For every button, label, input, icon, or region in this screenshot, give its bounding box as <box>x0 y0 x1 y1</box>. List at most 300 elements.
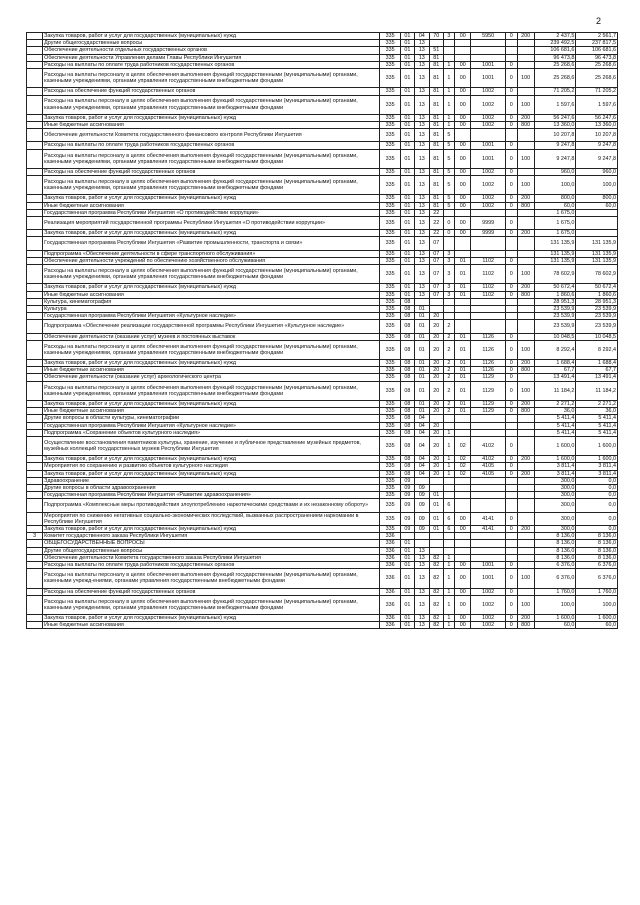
code-subsection: 13 <box>414 250 429 257</box>
code-subsection: 09 <box>414 512 429 525</box>
item-name: Расходы на выплаты персоналу в целях обеспечения выполнения функций государственными (муниципальными) органами, казенными учреждениями, органами управления государственными внебюджетными фондами <box>43 69 380 88</box>
item-name: Закупка товаров, работ и услуг для государственных (муниципальных) нужд <box>43 360 380 367</box>
code-suffix: 0 <box>505 114 517 121</box>
item-name: Закупка товаров, работ и услуг для государственных (муниципальных) нужд <box>43 456 380 463</box>
code-expense-type <box>517 320 534 333</box>
code-program: 51 <box>429 47 443 54</box>
code-gr: 335 <box>380 209 401 216</box>
code-section: 01 <box>400 547 414 554</box>
amount-2: 3 811,4 <box>576 470 618 477</box>
table-row <box>27 122 618 129</box>
code-direction: 1126 <box>471 340 506 359</box>
amount-2: 71 205,2 <box>576 88 618 95</box>
code-event <box>455 422 471 429</box>
code-gr: 336 <box>380 562 401 569</box>
code-section: 01 <box>400 202 414 209</box>
amount-1: 8 136,0 <box>534 554 576 561</box>
code-section: 01 <box>400 265 414 284</box>
code-direction: 4105 <box>471 463 506 470</box>
code-program: 20 <box>429 408 443 415</box>
code-suffix: 0 <box>505 463 517 470</box>
code-event: 00 <box>455 217 471 230</box>
code-direction: 4105 <box>471 470 506 477</box>
code-subprogram: 1 <box>443 436 455 455</box>
table-row <box>27 149 618 168</box>
amount-2: 6 376,0 <box>576 569 618 588</box>
code-program <box>429 40 443 47</box>
code-expense-type <box>517 499 534 512</box>
table-row <box>27 33 618 40</box>
code-expense-type <box>517 257 534 264</box>
code-event <box>455 533 471 540</box>
code-suffix: 0 <box>505 562 517 569</box>
item-name: Обеспечение деятельности (оказание услуг) музеев и постоянных выставок <box>43 333 380 340</box>
code-event: 02 <box>455 463 471 470</box>
code-gr: 335 <box>380 195 401 202</box>
item-name: Подпрограмма «Сохранение объектов культурного наследия» <box>43 429 380 436</box>
table-row <box>27 422 618 429</box>
code-subsection: 13 <box>414 202 429 209</box>
code-subsection: 13 <box>414 40 429 47</box>
item-name: Обеспечение деятельности Комитета государственного финансового контроля Республики Ингушетия <box>43 129 380 142</box>
code-suffix: 0 <box>505 333 517 340</box>
item-name: Расходы на выплаты по оплате труда работников государственных органов <box>43 61 380 68</box>
code-subsection: 13 <box>414 622 429 629</box>
code-section: 01 <box>400 129 414 142</box>
code-subprogram: 1 <box>443 622 455 629</box>
code-subsection: 09 <box>414 485 429 492</box>
code-subprogram: 1 <box>443 61 455 68</box>
code-section <box>400 533 414 540</box>
code-expense-type <box>517 533 534 540</box>
item-name: Расходы на обеспечение функций государственных органов <box>43 168 380 175</box>
code-suffix: 0 <box>505 265 517 284</box>
amount-1: 300,0 <box>534 499 576 512</box>
code-direction <box>471 298 506 305</box>
code-gr: 335 <box>380 265 401 284</box>
code-expense-type: 800 <box>517 367 534 374</box>
code-direction: 1102 <box>471 257 506 264</box>
code-subprogram <box>443 313 455 320</box>
code-subprogram: 2 <box>443 320 455 333</box>
code-section: 08 <box>400 367 414 374</box>
code-suffix <box>505 209 517 216</box>
code-expense-type: 100 <box>517 265 534 284</box>
row-number <box>27 54 43 61</box>
code-suffix <box>505 485 517 492</box>
code-event <box>455 40 471 47</box>
amount-2: 960,0 <box>576 168 618 175</box>
amount-1: 1 860,6 <box>534 291 576 298</box>
code-gr: 336 <box>380 533 401 540</box>
code-direction: 1002 <box>471 95 506 114</box>
code-event: 00 <box>455 176 471 195</box>
code-subsection: 04 <box>414 33 429 40</box>
code-subsection: 13 <box>414 95 429 114</box>
code-subprogram: 2 <box>443 408 455 415</box>
code-subprogram: 5 <box>443 195 455 202</box>
code-subprogram: 1 <box>443 588 455 595</box>
code-event: 00 <box>455 622 471 629</box>
item-name: Закупка товаров, работ и услуг для государственных (муниципальных) нужд <box>43 526 380 533</box>
code-subprogram: 1 <box>443 69 455 88</box>
code-gr: 335 <box>380 340 401 359</box>
code-program <box>429 477 443 484</box>
code-gr: 335 <box>380 415 401 422</box>
table-row <box>27 499 618 512</box>
code-section: 01 <box>400 61 414 68</box>
amount-2: 100,0 <box>576 595 618 614</box>
code-subprogram: 1 <box>443 615 455 622</box>
row-number <box>27 381 43 400</box>
code-gr: 335 <box>380 381 401 400</box>
code-gr: 335 <box>380 95 401 114</box>
code-gr: 336 <box>380 595 401 614</box>
code-direction <box>471 237 506 250</box>
code-subprogram: 5 <box>443 202 455 209</box>
code-event <box>455 54 471 61</box>
code-direction <box>471 209 506 216</box>
table-row <box>27 415 618 422</box>
item-name: Культура <box>43 305 380 312</box>
amount-2 <box>576 217 618 230</box>
code-gr: 335 <box>380 367 401 374</box>
code-suffix: 0 <box>505 367 517 374</box>
code-subsection: 04 <box>414 436 429 455</box>
code-subsection: 04 <box>414 470 429 477</box>
code-section: 08 <box>400 429 414 436</box>
code-subsection: 13 <box>414 554 429 561</box>
code-suffix: 0 <box>505 230 517 237</box>
code-expense-type <box>517 237 534 250</box>
code-expense-type <box>517 554 534 561</box>
code-program: 20 <box>429 436 443 455</box>
code-section: 01 <box>400 209 414 216</box>
code-expense-type <box>517 209 534 216</box>
item-name: Расходы на обеспечение функций государственных органов <box>43 88 380 95</box>
code-section: 09 <box>400 485 414 492</box>
code-suffix <box>505 129 517 142</box>
code-program: 81 <box>429 88 443 95</box>
code-gr: 335 <box>380 470 401 477</box>
code-direction <box>471 415 506 422</box>
code-subprogram <box>443 422 455 429</box>
row-number <box>27 485 43 492</box>
code-suffix: 0 <box>505 284 517 291</box>
code-subsection: 04 <box>414 456 429 463</box>
code-subprogram: 1 <box>443 114 455 121</box>
item-name: Расходы на выплаты персоналу в целях обеспечения выполнения функций государственными (муниципальными) органами, казенными учреждениями, органами управления государственными внебюджетными фондами <box>43 265 380 284</box>
amount-1: 960,0 <box>534 168 576 175</box>
code-gr: 335 <box>380 149 401 168</box>
amount-1: 100,0 <box>534 176 576 195</box>
table-row <box>27 257 618 264</box>
code-subsection: 13 <box>414 237 429 250</box>
code-gr: 336 <box>380 540 401 547</box>
code-section: 01 <box>400 142 414 149</box>
table-row <box>27 168 618 175</box>
code-subprogram <box>443 415 455 422</box>
code-subprogram: 5 <box>443 142 455 149</box>
code-program: 20 <box>429 333 443 340</box>
code-expense-type <box>517 313 534 320</box>
code-gr: 335 <box>380 114 401 121</box>
table-row <box>27 540 618 547</box>
item-name: Другие вопросы в области здравоохранения <box>43 485 380 492</box>
code-program: 20 <box>429 367 443 374</box>
code-suffix: 0 <box>505 436 517 455</box>
item-name: Обеспечение деятельности отдельных государственных органов <box>43 47 380 54</box>
table-row <box>27 95 618 114</box>
amount-1: 5 411,4 <box>534 415 576 422</box>
code-direction: 9999 <box>471 230 506 237</box>
amount-2: 2 271,2 <box>576 400 618 407</box>
code-subprogram: 5 <box>443 149 455 168</box>
code-gr: 335 <box>380 61 401 68</box>
amount-2: 25 268,6 <box>576 69 618 88</box>
code-section: 01 <box>400 554 414 561</box>
code-program: 20 <box>429 313 443 320</box>
code-section: 01 <box>400 622 414 629</box>
table-row <box>27 554 618 561</box>
code-gr: 335 <box>380 69 401 88</box>
code-expense-type: 800 <box>517 291 534 298</box>
table-row <box>27 381 618 400</box>
code-subprogram <box>443 540 455 547</box>
code-subprogram: 2 <box>443 381 455 400</box>
item-name: Закупка товаров, работ и услуг для государственных (муниципальных) нужд <box>43 284 380 291</box>
code-expense-type: 100 <box>517 69 534 88</box>
table-row <box>27 265 618 284</box>
code-event: 01 <box>455 400 471 407</box>
code-expense-type: 100 <box>517 595 534 614</box>
code-section: 01 <box>400 291 414 298</box>
code-subprogram <box>443 47 455 54</box>
row-number <box>27 47 43 54</box>
code-event: 00 <box>455 202 471 209</box>
code-expense-type <box>517 54 534 61</box>
amount-2 <box>576 209 618 216</box>
row-number <box>27 408 43 415</box>
code-suffix <box>505 547 517 554</box>
table-row <box>27 463 618 470</box>
row-number <box>27 230 43 237</box>
code-suffix <box>505 492 517 499</box>
code-program: 01 <box>429 499 443 512</box>
code-section: 01 <box>400 588 414 595</box>
code-event: 00 <box>455 230 471 237</box>
code-direction: 1002 <box>471 122 506 129</box>
code-event: 00 <box>455 88 471 95</box>
row-number <box>27 595 43 614</box>
row-number <box>27 298 43 305</box>
code-subsection: 13 <box>414 569 429 588</box>
code-direction <box>471 305 506 312</box>
row-number <box>27 526 43 533</box>
row-number <box>27 367 43 374</box>
amount-1: 78 602,9 <box>534 265 576 284</box>
item-name: Культура, кинематография <box>43 298 380 305</box>
amount-2: 28 951,3 <box>576 298 618 305</box>
item-name: Закупка товаров, работ и услуг для государственных (муниципальных) нужд <box>43 400 380 407</box>
code-event <box>455 320 471 333</box>
code-event <box>455 305 471 312</box>
amount-2: 5 411,4 <box>576 429 618 436</box>
amount-2: 8 136,0 <box>576 540 618 547</box>
amount-2: 11 184,2 <box>576 381 618 400</box>
row-number <box>27 622 43 629</box>
code-gr: 335 <box>380 313 401 320</box>
amount-1: 1 688,4 <box>534 360 576 367</box>
code-program: 81 <box>429 54 443 61</box>
table-row <box>27 429 618 436</box>
code-expense-type: 800 <box>517 622 534 629</box>
code-subprogram <box>443 54 455 61</box>
amount-2: 8 136,0 <box>576 554 618 561</box>
row-number <box>27 284 43 291</box>
row-number <box>27 374 43 381</box>
code-program: 81 <box>429 195 443 202</box>
amount-1: 239 492,5 <box>534 40 576 47</box>
row-number <box>27 512 43 525</box>
amount-2: 5 411,4 <box>576 422 618 429</box>
code-program <box>429 540 443 547</box>
code-direction: 5950 <box>471 33 506 40</box>
code-gr: 335 <box>380 298 401 305</box>
table-row <box>27 237 618 250</box>
code-expense-type <box>517 374 534 381</box>
table-row <box>27 69 618 88</box>
item-name: Расходы на выплаты по оплате труда работников государственных органов <box>43 562 380 569</box>
code-direction: 1002 <box>471 168 506 175</box>
code-gr: 335 <box>380 463 401 470</box>
code-event <box>455 540 471 547</box>
code-program: 22 <box>429 230 443 237</box>
code-suffix: 0 <box>505 122 517 129</box>
code-event: 00 <box>455 562 471 569</box>
table-row <box>27 217 618 230</box>
code-event: 00 <box>455 95 471 114</box>
code-suffix <box>505 237 517 250</box>
amount-1: 100,0 <box>534 595 576 614</box>
code-subsection: 13 <box>414 209 429 216</box>
code-expense-type <box>517 547 534 554</box>
amount-1: 56 247,6 <box>534 114 576 121</box>
code-subsection <box>414 533 429 540</box>
code-section: 09 <box>400 499 414 512</box>
table-row <box>27 436 618 455</box>
amount-2: 131 135,9 <box>576 237 618 250</box>
amount-1: 25 268,6 <box>534 61 576 68</box>
amount-1: 300,0 <box>534 492 576 499</box>
item-name: Иные бюджетные ассигнования <box>43 202 380 209</box>
table-row <box>27 47 618 54</box>
code-subprogram: 2 <box>443 333 455 340</box>
item-name: Закупка товаров, работ и услуг для государственных (муниципальных) нужд <box>43 230 380 237</box>
amount-1: 5 411,4 <box>534 422 576 429</box>
row-number <box>27 129 43 142</box>
code-direction <box>471 554 506 561</box>
amount-2: 1 600,0 <box>576 615 618 622</box>
item-name: Закупка товаров, работ и услуг для государственных (муниципальных) нужд <box>43 615 380 622</box>
code-direction <box>471 54 506 61</box>
code-suffix: 0 <box>505 512 517 525</box>
code-expense-type: 200 <box>517 230 534 237</box>
amount-1: 1 600,0 <box>534 436 576 455</box>
table-row <box>27 195 618 202</box>
code-program <box>429 485 443 492</box>
code-expense-type: 200 <box>517 615 534 622</box>
code-direction: 4141 <box>471 512 506 525</box>
code-program: 20 <box>429 456 443 463</box>
code-expense-type <box>517 436 534 455</box>
code-subsection: 13 <box>414 168 429 175</box>
item-name: Здравоохранение <box>43 477 380 484</box>
code-gr: 335 <box>380 429 401 436</box>
code-expense-type: 200 <box>517 470 534 477</box>
item-name: Расходы на обеспечение функций государственных органов <box>43 588 380 595</box>
code-expense-type <box>517 588 534 595</box>
code-direction: 1102 <box>471 284 506 291</box>
code-event: 00 <box>455 512 471 525</box>
code-program: 20 <box>429 340 443 359</box>
code-gr: 336 <box>380 622 401 629</box>
item-name: Другие общегосударственные вопросы <box>43 40 380 47</box>
code-event: 00 <box>455 615 471 622</box>
code-subprogram <box>443 547 455 554</box>
row-number <box>27 333 43 340</box>
code-subsection: 09 <box>414 492 429 499</box>
code-section: 01 <box>400 88 414 95</box>
row-number <box>27 554 43 561</box>
code-subsection: 09 <box>414 526 429 533</box>
table-row <box>27 492 618 499</box>
code-event: 02 <box>455 436 471 455</box>
code-subsection: 01 <box>414 305 429 312</box>
amount-1: 23 539,9 <box>534 320 576 333</box>
code-program: 20 <box>429 422 443 429</box>
code-event: 00 <box>455 33 471 40</box>
row-number <box>27 69 43 88</box>
code-direction: 1002 <box>471 114 506 121</box>
code-subprogram: 0 <box>443 230 455 237</box>
table-row <box>27 547 618 554</box>
code-section: 01 <box>400 149 414 168</box>
code-expense-type <box>517 477 534 484</box>
row-number <box>27 265 43 284</box>
code-program: 82 <box>429 554 443 561</box>
code-program: 70 <box>429 33 443 40</box>
code-subprogram: 1 <box>443 456 455 463</box>
code-section: 08 <box>400 298 414 305</box>
code-event: 01 <box>455 265 471 284</box>
code-suffix <box>505 54 517 61</box>
code-suffix: 0 <box>505 33 517 40</box>
code-section: 08 <box>400 463 414 470</box>
item-name: Иные бюджетные ассигнования <box>43 367 380 374</box>
code-section: 01 <box>400 237 414 250</box>
code-gr: 335 <box>380 305 401 312</box>
amount-2: 0,0 <box>576 526 618 533</box>
code-suffix: 0 <box>505 360 517 367</box>
code-gr: 335 <box>380 47 401 54</box>
code-event: 01 <box>455 291 471 298</box>
code-event <box>455 313 471 320</box>
code-suffix: 0 <box>505 588 517 595</box>
table-row <box>27 595 618 614</box>
code-gr: 335 <box>380 122 401 129</box>
code-direction: 1126 <box>471 360 506 367</box>
